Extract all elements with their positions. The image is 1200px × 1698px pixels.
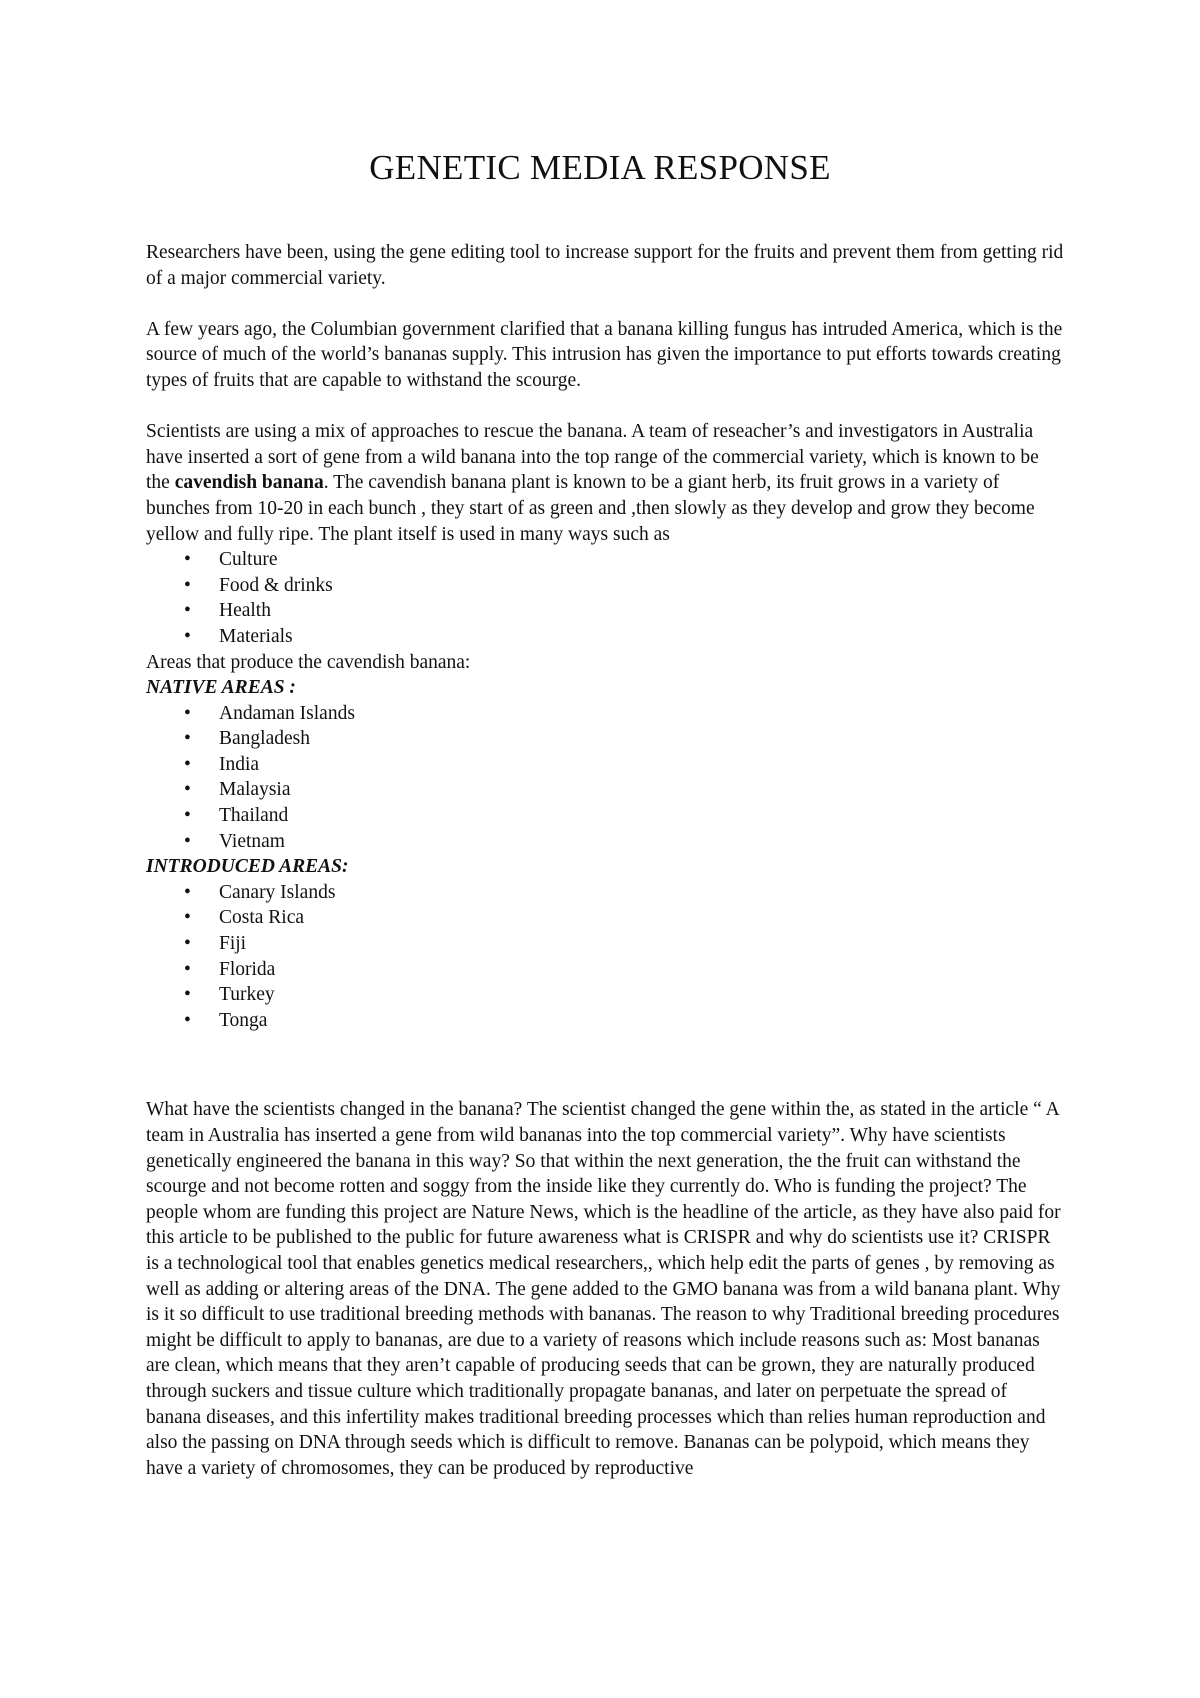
document-body xyxy=(146,240,1066,1481)
list-item: • Costa Rica xyxy=(146,905,1066,931)
paragraph-questions: What have the scientists changed in the banana? The scientist changed the gene within the, as stated in the article “ A team in Australia has inserted a gene from wild bananas into the top commercial variety”. Why have scientists genetically engineered the banana in this way? So that within the next generation, the the fruit can withstand the scourge and not become rotten and soggy from the inside like they currently do. Who is funding the project? The people whom are funding this project are Nature News, which is the headline of the article, as they have also paid for this article to be published to the public for future awareness what is CRISPR and why do scientists use it? CRISPR is a technological tool that enables genetics medical researchers,, which help edit the parts of genes , by removing as well as adding or altering areas of the DNA. The gene added to the GMO banana was from a wild banana plant. Why is it so difficult to use traditional breeding methods with bananas. The reason to why Traditional breeding procedures might be difficult to apply to bananas, are due to a variety of reasons which include reasons such as: Most bananas are clean, which means that they aren’t capable of producing seeds that can be grown, they are naturally produced through suckers and tissue culture which traditionally propagate bananas, and later on perpetuate the spread of banana diseases, and this infertility makes traditional breeding processes which than relies human reproduction and also the passing on DNA through seeds which is difficult to remove. Bananas can be polypoid, which means they have a variety of chromosomes, they can be produced by reproductive xyxy=(146,1099,1061,1479)
paragraph-intro: Researchers have been, using the gene editing tool to increase support for the fruits and prevent them from getting rid of a major commercial variety. xyxy=(146,242,1064,289)
list-item: • Vietnam xyxy=(146,829,1066,855)
list-item: • Canary Islands xyxy=(146,880,1066,906)
paragraph-scientists xyxy=(146,419,1066,547)
list-item: • Materials xyxy=(146,624,1066,650)
paragraph-fungus: A few years ago, the Columbian government clarified that a banana killing fungus has intruded America, which is the source of much of the world’s bananas supply. This intrusion has given the importance to put efforts towards creating types of fruits that are capable to withstand the scourge. xyxy=(146,318,1063,391)
section-spacer xyxy=(146,1033,1066,1097)
list-item: • Florida xyxy=(146,957,1066,983)
page-title: GENETIC MEDIA RESPONSE xyxy=(369,148,831,187)
uses-list xyxy=(146,547,1066,649)
native-areas-heading: NATIVE AREAS : xyxy=(146,677,296,699)
list-item: • Health xyxy=(146,598,1066,624)
paragraph-spacer xyxy=(146,394,1066,420)
list-item: • Malaysia xyxy=(146,777,1066,803)
list-item: • Culture xyxy=(146,547,1066,573)
list-item: • India xyxy=(146,752,1066,778)
areas-intro: Areas that produce the cavendish banana: xyxy=(146,651,471,673)
introduced-areas-heading: INTRODUCED AREAS: xyxy=(146,856,349,878)
list-item: • Andaman Islands xyxy=(146,701,1066,727)
list-item: • Bangladesh xyxy=(146,726,1066,752)
list-item: • Fiji xyxy=(146,931,1066,957)
list-item: • Food & drinks xyxy=(146,573,1066,599)
list-item: • Thailand xyxy=(146,803,1066,829)
list-item: • Turkey xyxy=(146,982,1066,1008)
paragraph-scientists-text: Scientists are using a mix of approaches to rescue the banana. A team of reseacher’s and investigators in Australia have inserted a sort of gene from a wild banana into the top range of the commercial variety, which is known to be the xyxy=(146,421,1039,494)
cavendish-banana-bold: cavendish banana xyxy=(174,472,324,494)
list-item: • Tonga xyxy=(146,1008,1066,1034)
introduced-areas-list xyxy=(146,880,1066,1034)
paragraph-spacer xyxy=(146,291,1066,317)
native-areas-list xyxy=(146,701,1066,855)
paragraph-scientists-text-cont: . The cavendish banana plant is known to be a giant herb, its fruit grows in a variety of bunches from 10-20 in each bunch , they start of as green and ,then slowly as they develop and grow they become yellow and fully ripe. The plant itself is used in many ways such as xyxy=(146,472,1035,545)
